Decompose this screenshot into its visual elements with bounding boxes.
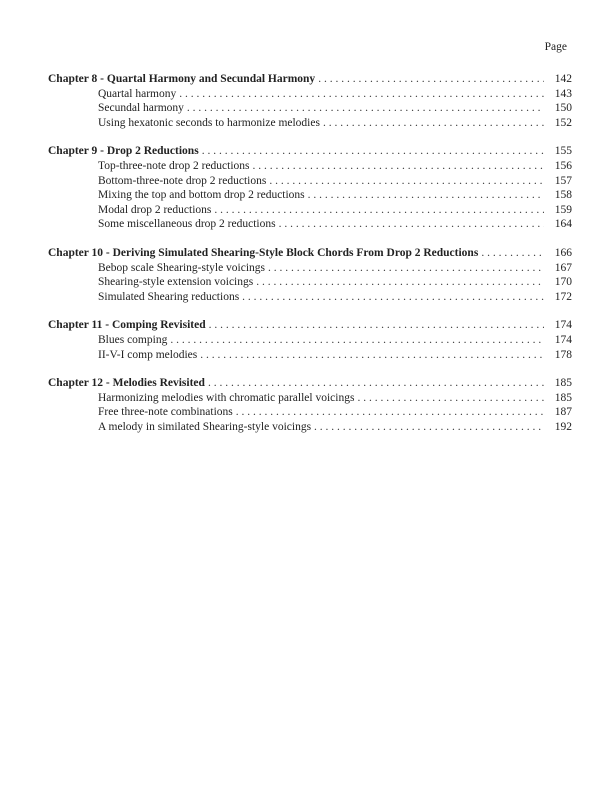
dot-leader (170, 333, 544, 348)
toc-section-row[interactable] (48, 333, 572, 348)
dot-leader (279, 217, 544, 232)
section-title: Modal drop 2 reductions (98, 203, 212, 216)
page-number: 142 (554, 73, 572, 85)
page-number: 187 (554, 406, 572, 419)
section-title: Mixing the top and bottom drop 2 reductions (98, 189, 305, 202)
dot-leader (481, 246, 544, 261)
toc-section-row[interactable] (48, 159, 572, 174)
chapter-title: Chapter 8 - Quartal Harmony and Secundal Harmony (48, 73, 316, 85)
section-title: Some miscellaneous drop 2 reductions (98, 218, 276, 231)
chapter-title: Chapter 12 - Melodies Revisited (48, 377, 205, 390)
toc-chapter-block (48, 318, 572, 362)
section-title: Harmonizing melodies with chromatic parallel voicings (98, 391, 355, 404)
toc-section-row[interactable] (48, 87, 572, 102)
toc-chapter-row[interactable] (48, 246, 572, 261)
dot-leader (242, 290, 544, 305)
page-number: 174 (554, 319, 572, 332)
chapter-title: Chapter 10 - Deriving Simulated Shearing-Style Block Chords From Drop 2 Reductions (48, 246, 479, 259)
page-number: 167 (554, 261, 572, 274)
page-number: 192 (554, 420, 572, 433)
page-number: 185 (554, 391, 572, 404)
toc-chapter-block (48, 144, 572, 232)
page-number: 150 (554, 102, 572, 115)
section-title: Secundal harmony (98, 102, 184, 115)
page-number: 172 (554, 290, 572, 303)
section-title: Blues comping (98, 333, 168, 346)
toc-section-row[interactable] (48, 188, 572, 203)
toc-chapter-row[interactable] (48, 144, 572, 159)
section-title: Quartal harmony (98, 87, 177, 100)
toc-section-row[interactable] (48, 290, 572, 305)
dot-leader (214, 203, 544, 218)
section-title: A melody in similated Shearing-style voicings (98, 420, 312, 433)
toc-section-row[interactable] (48, 420, 572, 435)
dot-leader (236, 405, 544, 420)
page-number: 164 (554, 218, 572, 231)
section-title: Bottom-three-note drop 2 reductions (98, 174, 267, 187)
page-number: 155 (554, 145, 572, 158)
section-title: Shearing-style extension voicings (98, 276, 254, 289)
toc-section-row[interactable] (48, 275, 572, 290)
dot-leader (200, 348, 544, 363)
page-number: 178 (554, 348, 572, 361)
page-number: 174 (554, 333, 572, 346)
toc-chapter-block (48, 246, 572, 304)
toc-chapter-block (48, 376, 572, 434)
dot-leader (209, 318, 544, 333)
dot-leader (179, 87, 544, 102)
toc-section-row[interactable] (48, 203, 572, 218)
dot-leader (323, 116, 544, 131)
section-title: Simulated Shearing reductions (98, 290, 240, 303)
toc-chapter-block (48, 72, 572, 130)
page-number: 152 (554, 116, 572, 129)
dot-leader (187, 101, 544, 116)
toc-section-row[interactable] (48, 405, 572, 420)
dot-leader (202, 144, 544, 159)
dot-leader (357, 391, 544, 406)
dot-leader (308, 188, 544, 203)
page-number: 156 (554, 159, 572, 172)
toc-section-row[interactable] (48, 391, 572, 406)
page-number: 157 (554, 174, 572, 187)
page-column-label: Page (544, 41, 567, 53)
section-title: Top-three-note drop 2 reductions (98, 159, 250, 172)
dot-leader (253, 159, 544, 174)
page-number: 166 (554, 246, 572, 259)
page-number: 158 (554, 189, 572, 202)
page-number: 159 (554, 203, 572, 216)
page-number: 143 (554, 87, 572, 100)
toc-chapter-row[interactable] (48, 318, 572, 333)
section-title: Free three-note combinations (98, 406, 233, 419)
toc-section-row[interactable] (48, 101, 572, 116)
toc-section-row[interactable] (48, 261, 572, 276)
toc-section-row[interactable] (48, 174, 572, 189)
toc-section-row[interactable] (48, 217, 572, 232)
dot-leader (256, 275, 544, 290)
dot-leader (268, 261, 544, 276)
chapter-title: Chapter 9 - Drop 2 Reductions (48, 145, 199, 158)
chapter-title: Chapter 11 - Comping Revisited (48, 319, 206, 332)
section-title: II-V-I comp melodies (98, 348, 198, 361)
dot-leader (318, 72, 544, 87)
dot-leader (208, 376, 544, 391)
page-number: 170 (554, 276, 572, 289)
table-of-contents (48, 72, 572, 448)
dot-leader (314, 420, 544, 435)
section-title: Using hexatonic seconds to harmonize melodies (98, 116, 320, 129)
toc-chapter-row[interactable] (48, 376, 572, 391)
toc-section-row[interactable] (48, 348, 572, 363)
section-title: Bebop scale Shearing-style voicings (98, 261, 266, 274)
page-number: 185 (554, 377, 572, 390)
dot-leader (269, 174, 544, 189)
toc-chapter-row[interactable] (48, 72, 572, 87)
toc-section-row[interactable] (48, 116, 572, 131)
